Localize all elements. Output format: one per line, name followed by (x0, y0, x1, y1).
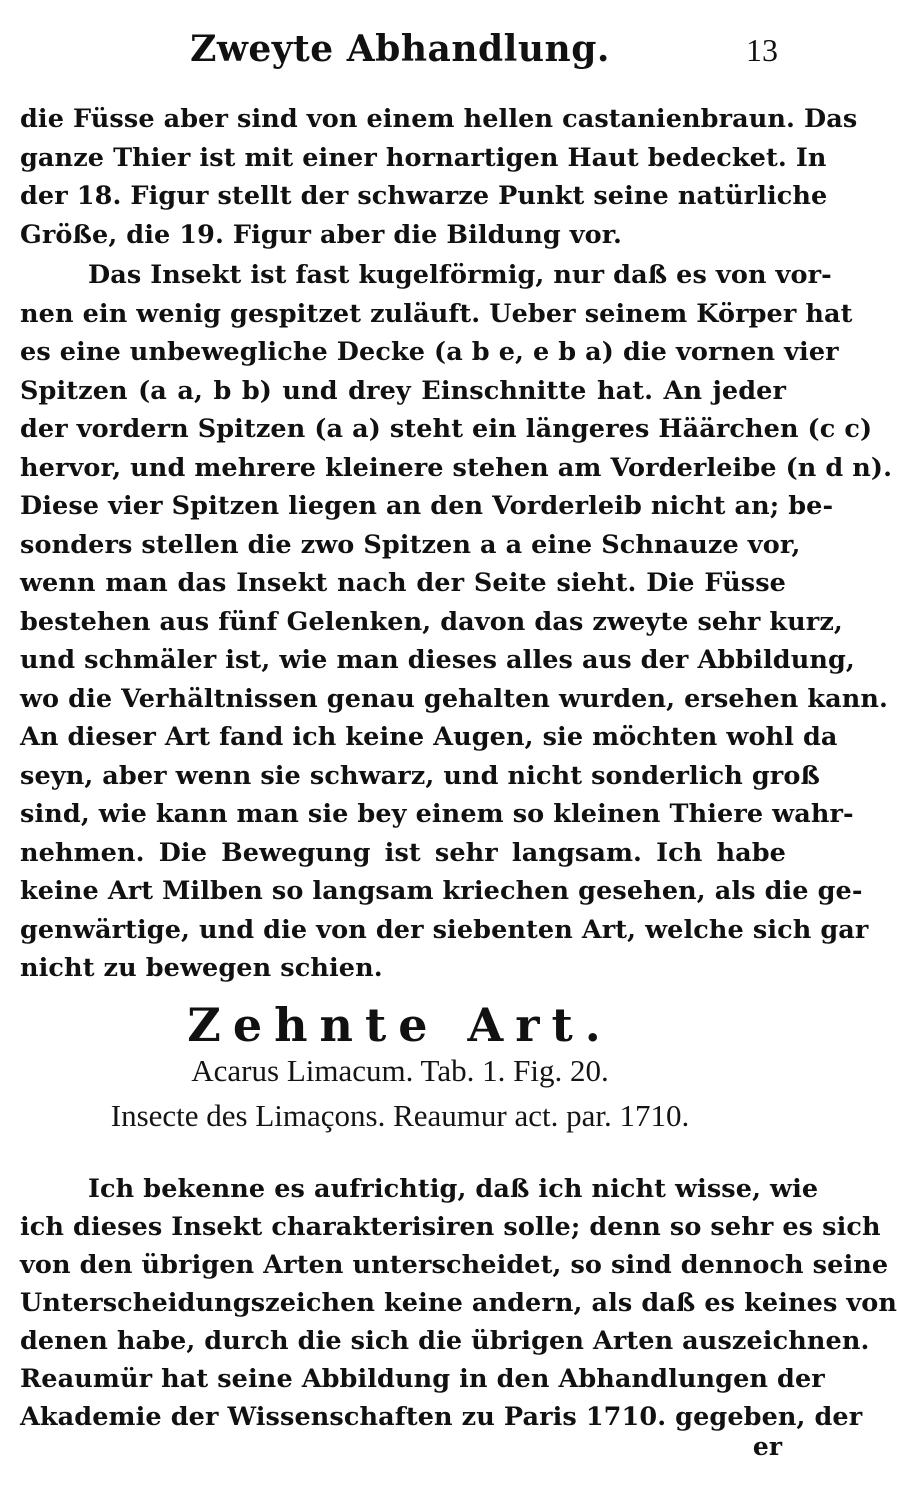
text-line: der vordern Spitzen (a a) steht ein längeres Häärchen (c c) (20, 414, 873, 444)
text-line: wenn man das Insekt nach der Seite sieht. Die Füsse (20, 568, 786, 598)
text-line: von den übrigen Arten unterscheidet, so sind dennoch seine (20, 1250, 889, 1280)
text-line: Unterscheidungszeichen keine andern, als daß es keines von (20, 1288, 897, 1318)
paragraph-description (20, 256, 893, 988)
text-line: denen habe, durch die sich die übrigen Arten auszeichnen. (20, 1326, 870, 1356)
text-line: Das Insekt ist fast kugelförmig, nur daß es von vor- (88, 260, 832, 290)
text-line: seyn, aber wenn sie schwarz, und nicht sonderlich groß (20, 760, 820, 791)
text-line: An dieser Art fand ich keine Augen, sie möchten wohl da (20, 722, 838, 752)
text-line: sonders stellen die zwo Spitzen a a eine Schnauze vor, (20, 529, 801, 560)
text-line: Größe, die 19. Figur aber die Bildung vor. (20, 219, 622, 250)
running-header (20, 28, 780, 80)
text-line: keine Art Milben so langsam kriechen gesehen, als die ge- (20, 876, 863, 906)
running-title: Zweyte Abhandlung. (190, 28, 610, 70)
text-line: hervor, und mehrere kleinere stehen am Vorderleibe (n d n). (20, 452, 893, 483)
text-line: der 18. Figur stellt der schwarze Punkt seine natürliche (20, 181, 828, 211)
text-line: die Füsse aber sind von einem hellen castanienbraun. Das (20, 104, 858, 134)
text-line: Akademie der Wissenschaften zu Paris 1710. gegeben, der (20, 1402, 863, 1432)
text-line: es eine unbewegliche Decke (a b e, e b a) die vornen vier (20, 337, 839, 367)
text-line: genwärtige, und die von der siebenten Art, welche sich gar (20, 914, 869, 945)
catchword: er (752, 1432, 782, 1461)
species-french-name: Insecte des Limaçons. Reaumur act. par. 1710. (110, 1098, 690, 1133)
species-latin-name: Acarus Limacum. Tab. 1. Fig. 20. (191, 1053, 609, 1088)
text-line: und schmäler ist, wie man dieses alles aus der Abbildung, (20, 645, 855, 675)
text-line: Reaumür hat seine Abbildung in den Abhandlungen der (20, 1364, 825, 1394)
section-heading: Zehnte Art. (187, 998, 613, 1052)
paragraph-continuation (20, 100, 858, 254)
text-line: Diese vier Spitzen liegen an den Vorderleib nicht an; be- (20, 491, 834, 521)
text-line: nicht zu bewegen schien. (20, 953, 383, 983)
page-number: 13 (746, 32, 778, 68)
text-line: nehmen. Die Bewegung ist sehr langsam. Ich habe (20, 837, 786, 868)
text-line: Ich bekenne es aufrichtig, daß ich nicht wisse, wie (88, 1174, 819, 1204)
text-line: bestehen aus fünf Gelenken, davon das zweyte sehr kurz, (20, 606, 843, 637)
text-line: Spitzen (a a, b b) und drey Einschnitte hat. An jeder (20, 375, 786, 406)
text-line: nen ein wenig gespitzet zuläuft. Ueber seinem Körper hat (20, 298, 853, 329)
text-line: wo die Verhältnissen genau gehalten wurden, ersehen kann. (20, 683, 888, 714)
text-line: ganze Thier ist mit einer hornartigen Haut bedecket. In (20, 142, 827, 173)
text-line: sind, wie kann man sie bey einem so kleinen Thiere wahr- (20, 799, 854, 829)
paragraph-tenth-species (20, 1170, 897, 1436)
text-line: ich dieses Insekt charakterisiren solle; denn so sehr es sich (20, 1212, 881, 1242)
